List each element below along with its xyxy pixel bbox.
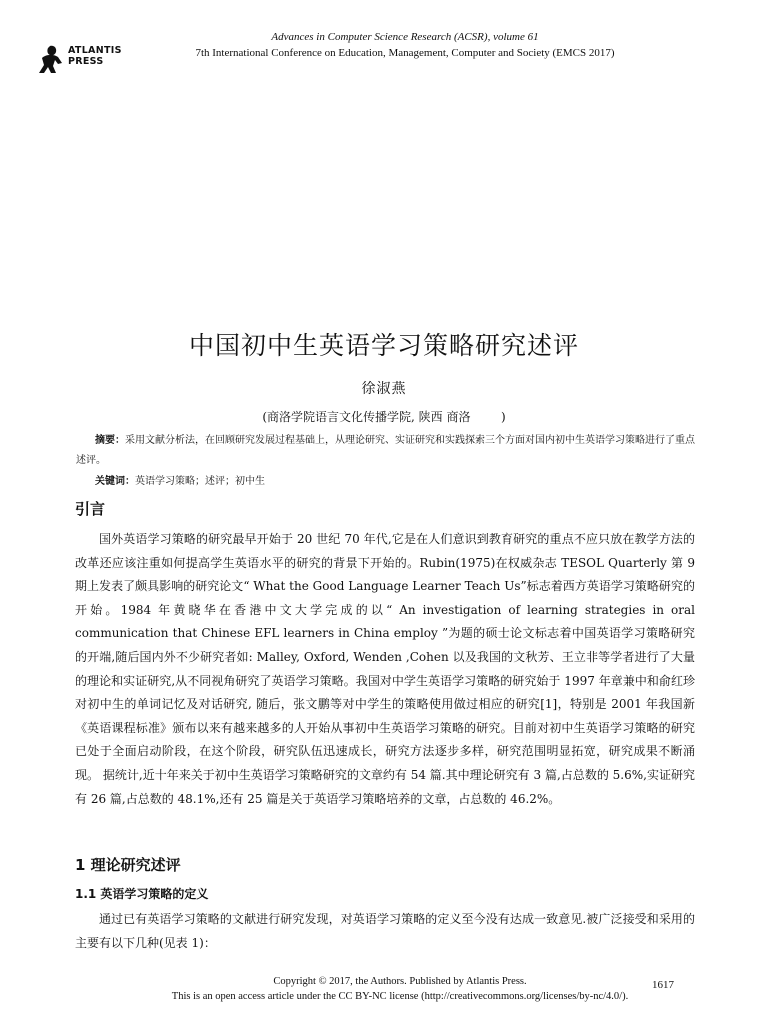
abstract-label: 摘要： (95, 435, 125, 446)
abstract-text: 采用文献分析法，在回顾研究发展过程基础上，从理论研究、实证研究和实践探索三个方面对国内初中生英语学习策略进行了重点述评。 (76, 435, 695, 466)
logo-line-2: PRESS (68, 56, 104, 67)
publisher-logo (38, 44, 126, 74)
section-1-heading: 1 理论研究述评 (75, 856, 181, 874)
section-1-1-heading: 1.1 英语学习策略的定义 (75, 887, 209, 901)
atlantis-figure-icon (38, 44, 64, 74)
author-affiliation: (商洛学院语言文化传播学院, 陕西 商洛 ) (262, 410, 506, 424)
series-title: Advances in Computer Science Research (ACSR), volume 61 (271, 31, 539, 43)
paper-title: 中国初中生英语学习策略研究述评 (188, 331, 579, 360)
intro-heading: 引言 (75, 500, 106, 518)
conference-title: 7th International Conference on Education, Management, Computer and Society (EMCS 2017) (195, 47, 615, 59)
page-number: 1617 (652, 979, 674, 991)
keywords-text: 英语学习策略；述评；初中生 (135, 476, 265, 487)
keywords (95, 472, 695, 492)
copyright-notice: Copyright © 2017, the Authors. Published by Atlantis Press. (273, 976, 527, 987)
section-1-1-paragraph: 通过已有英语学习策略的文献进行研究发现，对英语学习策略的定义至今没有达成一致意见.被广泛接受和采用的主要有以下几种(见表 1)： (75, 912, 695, 950)
abstract (76, 431, 696, 471)
license-notice: This is an open access article under the CC BY-NC license (http://creativecommons.org/licenses/by-nc/4.0/). (171, 991, 629, 1002)
logo-line-1: ATLANTIS (68, 45, 122, 56)
intro-paragraph: 国外英语学习策略的研究最早开始于 20 世纪 70 年代,它是在人们意识到教育研究的重点不应只放在教学方法的改革还应该注重如何提高学生英语水平的研究的背景下开始的。Rubin(1975)在权威杂志 TESOL Quarterly 第 9 期上发表了颇具影响的研究论文“ What the Good Language Learner Teach Us”标志着西方英语学习策略研究的开始。1984 年黄晓华在香港中文大学完成的以“ An investigation of learning strategies in oral communication that Chinese EFL learners in China employ ”为题的硕士论文标志着中国英语学习策略研究的开端,随后国内外不少研究者如: Malley, Oxford, Wenden ,Cohen 以及我国的文秋芳、王立非等学者进行了大量的理论和实证研究,从不同视角研究了英语学习策略。我国对中学生英语学习策略的研究始于 1997 年章兼中和俞红珍对初中生的单词记忆及对话研究, 随后，张文鹏等对中学生的策略使用做过相应的研究[1]，特别是 2001 年我国新《英语课程标准》颁布以来有越来越多的人开始从事初中生英语学习策略的研究。目前对初中生英语学习策略的研究已处于全面启动阶段，在这个阶段，研究队伍迅速成长，研究方法逐步多样，研究范围明显拓宽，研究成果不断涌现。 据统计,近十年来关于初中生英语学习策略研究的文章约有 54 篇.其中理论研究有 3 篇,占总数的 5.6%,实证研究有 26 篇,占总数的 48.1%,还有 25 篇是关于英语学习策略培养的文章，占总数的 46.2%。 (75, 532, 695, 806)
keywords-label: 关键词： (95, 476, 135, 487)
paper-author: 徐淑燕 (361, 381, 407, 397)
